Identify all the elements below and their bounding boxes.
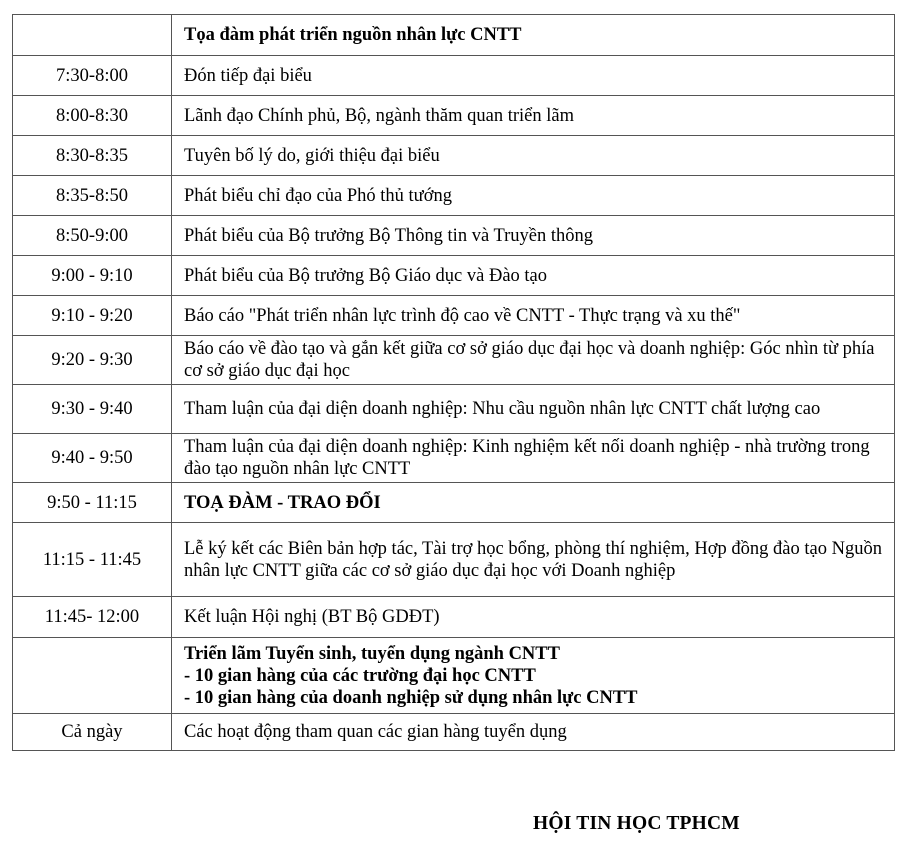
row-time: 9:10 - 9:20 — [13, 296, 172, 336]
row-desc: Phát biểu của Bộ trưởng Bộ Thông tin và Truyền thông — [172, 216, 895, 256]
row-desc: Các hoạt động tham quan các gian hàng tuyển dụng — [172, 714, 895, 751]
exhibition-line-3: - 10 gian hàng của doanh nghiệp sử dụng nhân lực CNTT — [184, 687, 638, 708]
row-desc: TOẠ ĐÀM - TRAO ĐỔI — [172, 483, 895, 523]
row-time: 8:00-8:30 — [13, 96, 172, 136]
row-time: Cả ngày — [13, 714, 172, 751]
row-time: 7:30-8:00 — [13, 56, 172, 96]
table-row — [13, 216, 895, 256]
row-time: 11:15 - 11:45 — [13, 523, 172, 597]
table-row — [13, 176, 895, 216]
row-time: 9:00 - 9:10 — [13, 256, 172, 296]
table-row — [13, 483, 895, 523]
table-row — [13, 136, 895, 176]
header-time-cell — [13, 15, 172, 56]
exhibition-desc — [172, 638, 895, 714]
row-desc: Lễ ký kết các Biên bản hợp tác, Tài trợ học bổng, phòng thí nghiệm, Hợp đồng đào tạo Nguồn nhân lực CNTT giữa các cơ sở giáo dục đại học với Doanh nghiệp — [172, 523, 895, 597]
row-desc: Báo cáo về đào tạo và gắn kết giữa cơ sở giáo dục đại học và doanh nghiệp: Góc nhìn từ phía cơ sở giáo dục đại học — [172, 336, 895, 385]
row-desc: Kết luận Hội nghị (BT Bộ GDĐT) — [172, 597, 895, 638]
table-row — [13, 523, 895, 597]
table-row — [13, 714, 895, 751]
table-row — [13, 336, 895, 385]
row-time: 8:50-9:00 — [13, 216, 172, 256]
row-time: 9:50 - 11:15 — [13, 483, 172, 523]
row-time: 9:20 - 9:30 — [13, 336, 172, 385]
exhibition-line-1: Triển lãm Tuyển sinh, tuyển dụng ngành CNTT — [184, 643, 560, 664]
table-row — [13, 296, 895, 336]
table-row — [13, 56, 895, 96]
table-row — [13, 385, 895, 434]
row-desc: Tham luận của đại diện doanh nghiệp: Nhu cầu nguồn nhân lực CNTT chất lượng cao — [172, 385, 895, 434]
exhibition-row — [13, 638, 895, 714]
row-desc: Lãnh đạo Chính phủ, Bộ, ngành thăm quan triển lãm — [172, 96, 895, 136]
header-title: Tọa đàm phát triển nguồn nhân lực CNTT — [172, 15, 895, 56]
table-row — [13, 96, 895, 136]
exhibition-time-cell — [13, 638, 172, 714]
table-header-row — [13, 15, 895, 56]
row-desc: Tham luận của đại diện doanh nghiệp: Kinh nghiệm kết nối doanh nghiệp - nhà trường trong đào tạo nguồn nhân lực CNTT — [172, 434, 895, 483]
row-desc: Tuyên bố lý do, giới thiệu đại biểu — [172, 136, 895, 176]
table-row — [13, 256, 895, 296]
row-desc: Phát biểu của Bộ trưởng Bộ Giáo dục và Đào tạo — [172, 256, 895, 296]
table-row — [13, 597, 895, 638]
row-desc: Phát biểu chỉ đạo của Phó thủ tướng — [172, 176, 895, 216]
row-desc: Đón tiếp đại biểu — [172, 56, 895, 96]
row-time: 8:35-8:50 — [13, 176, 172, 216]
row-time: 9:40 - 9:50 — [13, 434, 172, 483]
organization-signature: HỘI TIN HỌC TPHCM — [533, 813, 740, 834]
agenda-table — [12, 14, 895, 751]
exhibition-line-2: - 10 gian hàng của các trường đại học CNTT — [184, 665, 536, 686]
table-row — [13, 434, 895, 483]
row-time: 11:45- 12:00 — [13, 597, 172, 638]
row-time: 9:30 - 9:40 — [13, 385, 172, 434]
row-time: 8:30-8:35 — [13, 136, 172, 176]
row-desc: Báo cáo "Phát triển nhân lực trình độ cao về CNTT - Thực trạng và xu thế" — [172, 296, 895, 336]
